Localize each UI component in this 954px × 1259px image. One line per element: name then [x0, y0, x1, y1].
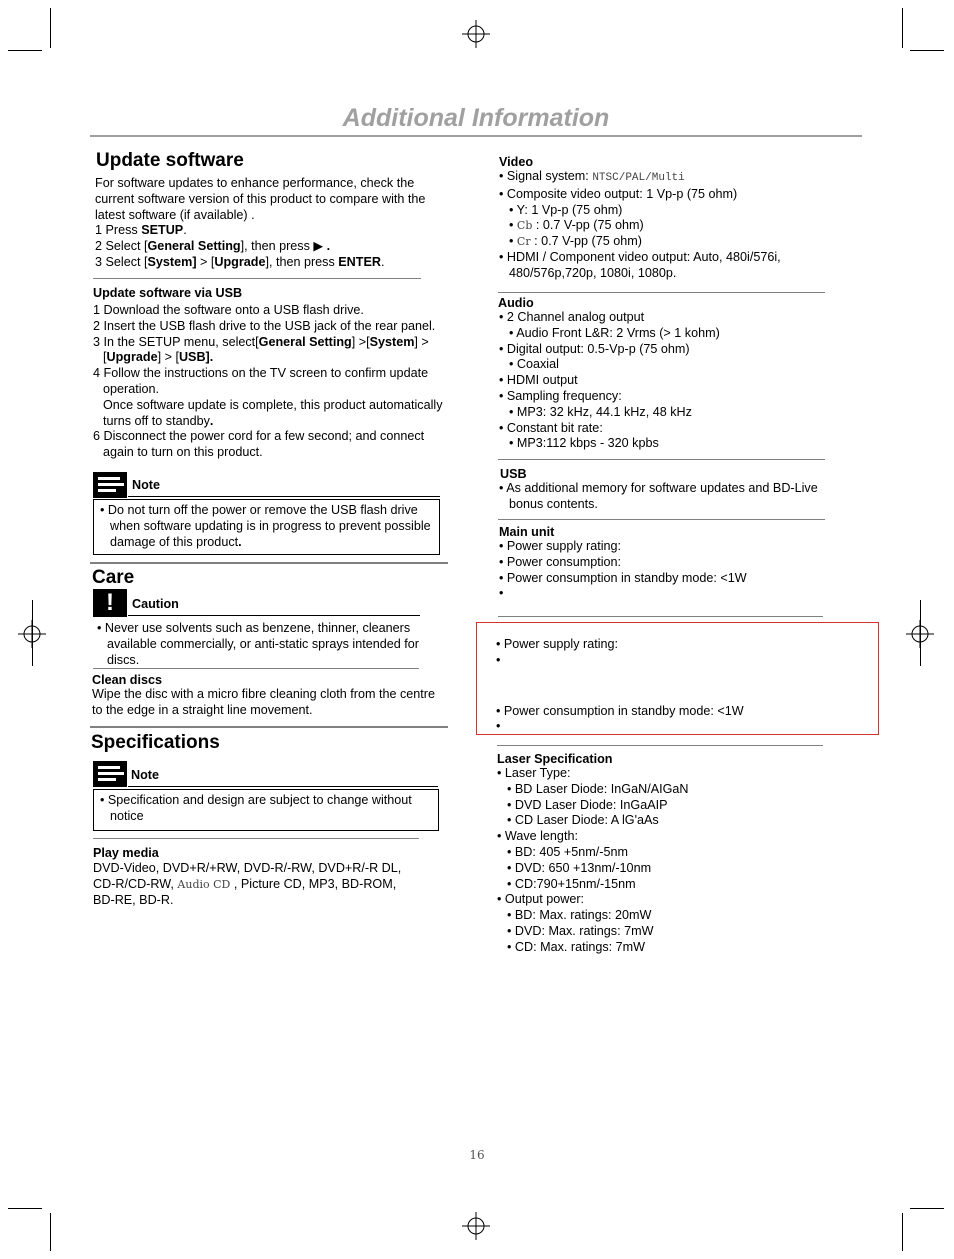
- divider: [498, 519, 825, 520]
- play-media-heading: Play media: [93, 846, 159, 860]
- audio-line: • 2 Channel analog output: [499, 310, 645, 324]
- video-line: 480/576p,720p, 1080i, 1080p.: [509, 265, 677, 280]
- caution-line: available commercially, or anti-static sprays intended for: [107, 636, 419, 651]
- highlight-box-text: [496, 637, 866, 735]
- via-usb-step: 3 In the SETUP menu, select[General Setting] >[System] >: [93, 334, 429, 349]
- divider: [498, 616, 823, 617]
- update-note-box: [93, 499, 440, 555]
- audio-line: • MP3: 32 kHz, 44.1 kHz, 48 kHz: [509, 404, 692, 419]
- main-unit-line: •: [499, 586, 504, 601]
- play-media-line: CD-R/CD-RW, Audio CD , Picture CD, MP3, BD-ROM,: [93, 876, 397, 891]
- audio-line: • MP3:112 kbps - 320 kpbs: [509, 436, 659, 451]
- via-usb-step: [Upgrade] > [USB].: [103, 350, 214, 365]
- video-line: • Composite video output: 1 Vp-p (75 ohm): [499, 186, 738, 201]
- via-usb-step: 6 Disconnect the power cord for a few second; and connect: [93, 429, 425, 444]
- crop-mark: [920, 600, 921, 666]
- title-rule: [90, 135, 862, 137]
- note-line: damage of this product.: [110, 534, 242, 549]
- note-label: Note: [132, 478, 160, 492]
- main-unit-line: • Power consumption in standby mode: <1W: [499, 570, 747, 585]
- intro-line: latest software (if available) .: [95, 207, 255, 222]
- page-number: 16: [469, 1148, 485, 1162]
- crop-mark: [50, 8, 51, 48]
- caution-line: discs.: [107, 652, 140, 667]
- via-usb-step: turns off to standby.: [103, 413, 214, 428]
- play-arrow-icon: ▶ .: [313, 239, 331, 254]
- via-usb-step: operation.: [103, 381, 160, 396]
- spec-note-box: [93, 789, 439, 831]
- intro-line: For software updates to enhance performance, check the: [95, 176, 415, 190]
- laser-line: • CD: Max. ratings: 7mW: [507, 939, 646, 954]
- crop-mark: [8, 1208, 42, 1209]
- update-software-intro: [95, 176, 445, 271]
- video-line: • Cr : 0.7 V-pp (75 ohm): [509, 234, 642, 249]
- audio-line: • Audio Front L&R: 2 Vrms (> 1 kohm): [509, 325, 720, 340]
- step-2: 2 Select [General Setting], then press ▶ .: [95, 239, 331, 254]
- laser-line: • DVD: Max. ratings: 7mW: [507, 923, 654, 938]
- step-3: 3 Select [System] > [Upgrade], then press ENTER.: [95, 254, 385, 269]
- laser-line: • Wave length:: [497, 829, 578, 844]
- via-usb-step: again to turn on this product.: [103, 445, 263, 460]
- main-unit-line: • Power consumption:: [499, 554, 622, 569]
- video-line: • Y: 1 Vp-p (75 ohm): [509, 202, 623, 217]
- clean-discs-text: [92, 687, 452, 719]
- usb-heading: USB: [500, 467, 527, 481]
- usb-line: bonus contents.: [509, 496, 598, 511]
- update-software-heading: Update software: [96, 150, 244, 171]
- caution-exclamation-icon: !: [93, 589, 127, 617]
- caution-label: Caution: [132, 597, 179, 611]
- crop-mark: [910, 1208, 944, 1209]
- laser-line: • DVD Laser Diode: InGaAIP: [507, 797, 668, 812]
- highlight-line: •: [496, 719, 501, 734]
- play-media-line: BD-RE, BD-R.: [93, 892, 174, 907]
- crosshair-registration-mark-icon: [462, 1212, 490, 1240]
- divider: [90, 726, 448, 728]
- crosshair-registration-mark-icon: [462, 20, 490, 48]
- video-heading: Video: [499, 155, 534, 169]
- clean-discs-heading: Clean discs: [92, 673, 162, 687]
- crop-mark: [902, 1213, 903, 1251]
- laser-heading: Laser Specification: [497, 752, 613, 766]
- caution-text: [97, 621, 447, 668]
- caution-rule: [128, 615, 420, 616]
- intro-line: current software version of this product to compare with the: [95, 191, 426, 206]
- page-title: Additional Information: [342, 104, 610, 132]
- via-usb-heading: Update software via USB: [93, 286, 243, 300]
- via-usb-step: 2 Insert the USB flash drive to the USB jack of the rear panel.: [93, 318, 436, 333]
- note-line: notice: [110, 808, 144, 823]
- clean-line: Wipe the disc with a micro fibre cleaning cloth from the centre: [92, 687, 435, 701]
- video-line: • Cb : 0.7 V-pp (75 ohm): [509, 218, 644, 233]
- divider: [498, 292, 825, 293]
- main-unit-heading: Main unit: [499, 525, 555, 539]
- caution-line: • Never use solvents such as benzene, thinner, cleaners: [97, 621, 411, 635]
- divider: [93, 278, 421, 279]
- laser-line: • BD: 405 +5nm/-5nm: [507, 844, 628, 859]
- highlight-line: • Power supply rating:: [496, 637, 619, 651]
- video-specs: [499, 169, 829, 282]
- highlight-line: •: [496, 652, 501, 667]
- divider: [93, 838, 419, 839]
- laser-line: • BD Laser Diode: InGaN/AIGaN: [507, 781, 689, 796]
- note-rule: [128, 496, 440, 497]
- usb-specs: [499, 481, 839, 513]
- play-media-text: [93, 861, 453, 908]
- audio-line: • Coaxial: [509, 357, 559, 372]
- via-usb-step: 4 Follow the instructions on the TV screen to confirm update: [93, 366, 429, 381]
- crop-mark: [910, 50, 944, 51]
- laser-line: • CD:790+15nm/-15nm: [507, 876, 636, 891]
- audio-line: • Sampling frequency:: [499, 388, 622, 403]
- main-unit-specs: [499, 539, 829, 602]
- video-line: • Signal system: NTSC/PAL/Multi: [499, 169, 685, 184]
- crop-mark: [50, 1213, 51, 1251]
- highlight-gap: [496, 669, 866, 704]
- note-line: • Specification and design are subject to change without: [100, 793, 412, 807]
- divider: [498, 459, 825, 460]
- care-heading: Care: [92, 567, 135, 588]
- laser-line: • DVD: 650 +13nm/-10nm: [507, 860, 652, 875]
- divider: [90, 562, 448, 564]
- usb-line: • As additional memory for software updates and BD-Live: [499, 481, 818, 495]
- note-line: when software updating is in progress to prevent possible: [110, 518, 431, 533]
- play-media-line: DVD-Video, DVD+R/+RW, DVD-R/-RW, DVD+R/-R DL,: [93, 861, 402, 875]
- audio-line: • HDMI output: [499, 373, 578, 388]
- divider: [93, 668, 419, 669]
- laser-line: • CD Laser Diode: A lG'aAs: [507, 813, 659, 828]
- crop-mark: [32, 600, 33, 666]
- audio-heading: Audio: [498, 296, 534, 310]
- crop-mark: [902, 8, 903, 48]
- laser-line: • Laser Type:: [497, 766, 571, 780]
- divider: [497, 745, 823, 746]
- via-usb-steps: [93, 303, 455, 461]
- video-line: • HDMI / Component video output: Auto, 480i/576i,: [499, 249, 781, 264]
- audio-line: • Digital output: 0.5-Vp-p (75 ohm): [499, 341, 690, 356]
- note-line: • Do not turn off the power or remove the USB flash drive: [100, 503, 418, 517]
- note-lines-icon: [93, 761, 127, 787]
- note-rule: [128, 786, 438, 787]
- note-lines-icon: [93, 472, 127, 498]
- main-unit-line: • Power supply rating:: [499, 539, 622, 553]
- step-1: 1 Press SETUP.: [95, 223, 187, 238]
- specifications-heading: Specifications: [91, 732, 220, 753]
- audio-line: • Constant bit rate:: [499, 420, 603, 435]
- note-label: Note: [131, 768, 159, 782]
- laser-line: • BD: Max. ratings: 20mW: [507, 908, 652, 923]
- audio-specs: [499, 310, 829, 452]
- laser-line: • Output power:: [497, 892, 585, 907]
- via-usb-step: 1 Download the software onto a USB flash drive.: [93, 303, 364, 317]
- crop-mark: [8, 50, 42, 51]
- clean-line: to the edge in a straight line movement.: [92, 702, 313, 717]
- highlight-line: • Power consumption in standby mode: <1W: [496, 703, 744, 718]
- laser-specs: [497, 766, 827, 956]
- via-usb-step: Once software update is complete, this product automatically: [103, 397, 443, 412]
